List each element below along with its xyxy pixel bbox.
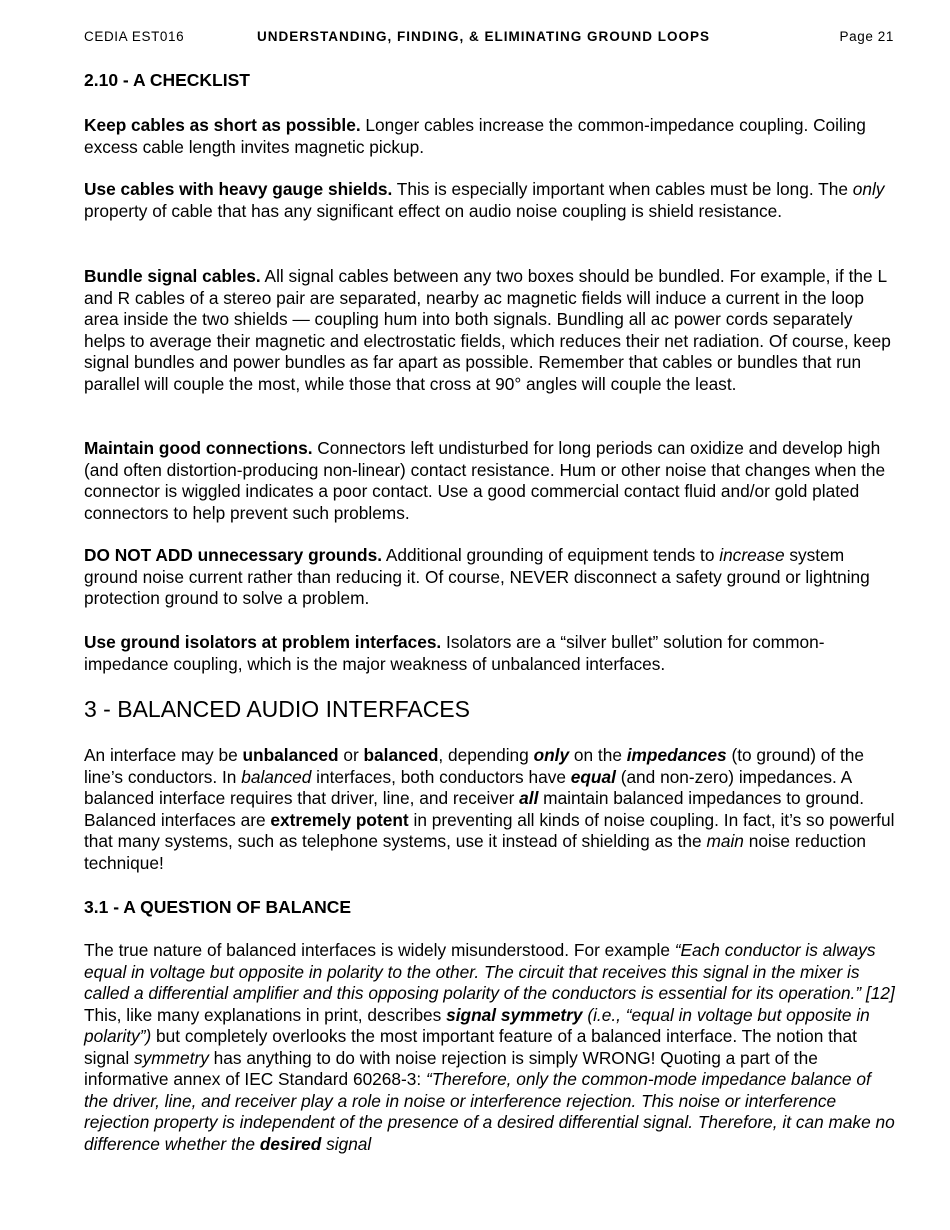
checklist-item-heavy-shields [84,179,896,222]
running-header [84,29,894,47]
header-doc-title: UNDERSTANDING, FINDING, & ELIMINATING GROUND LOOPS [257,29,710,44]
item-text: Connectors left undisturbed for long periods can oxidize and develop high (and often distortion-producing non-linear) contact resistance. Hum or other noise that changes when the connector is wiggled indicates a poor contact. Use a good commercial contact fluid and/or gold plated connectors to help prevent such problems. [84,438,886,523]
item-emphasis: only [852,179,885,199]
item-lead: Use ground isolators at problem interfaces. [84,632,442,652]
item-lead: Maintain good connections. [84,438,313,458]
item-lead: DO NOT ADD unnecessary grounds. [84,545,382,565]
item-text: Additional grounding of equipment tends to [382,545,720,565]
iec-quote: “Therefore, only the common-mode impedance balance of the driver, line, and receiver play a role in noise or interference rejection. This noise or interference rejection property is independent of the presence of a desired differential signal. Therefore, it can make no difference whether the [84,1069,895,1154]
section-heading-3: 3 - BALANCED AUDIO INTERFACES [84,696,470,722]
checklist-item-ground-isolators [84,632,896,675]
quote-inline: “Each conductor is always equal in voltage but opposite in polarity to the other. The circuit that receives this signal in the mixer is called a differential amplifier and this opposing polarity of the conductors is essential for its operation.” [12] [84,940,895,1003]
header-page-number: Page 21 [839,29,894,44]
item-text: This is especially important when cables must be long. The [392,179,853,199]
balanced-interfaces-paragraph: An interface may be unbalanced or balanced, depending only on the impedances (to ground) of the line’s conductors. In balanced interfaces, both conductors have equal (and non-zero) impedances. A balanced interface requires that driver, line, and receiver all maintain balanced impedances to ground. Balanced interfaces are extremely potent in preventing all kinds of noise coupling. In fact, it’s so powerful that many systems, such as telephone systems, use it instead of shielding as the main noise reduction technique! [84,745,895,873]
item-text: system ground noise current rather than reducing it. Of course, NEVER disconnect a safety ground or lightning protection ground to solve a problem. [84,545,870,608]
checklist-item-bundle-cables [84,266,896,395]
item-text: Longer cables increase the common-impedance coupling. Coiling excess cable length invites magnetic pickup. [84,115,866,157]
item-lead: Bundle signal cables. [84,266,261,286]
item-lead: Use cables with heavy gauge shields. [84,179,393,199]
question-of-balance-paragraph: The true nature of balanced interfaces is widely misunderstood. For example “Each conductor is always equal in voltage but opposite in polarity to the other. The circuit that receives this signal in the mixer is called a differential amplifier and this opposing polarity of the conductors is essential for its operation.” [12] This, like many explanations in print, describes signal symmetry (i.e., “equal in voltage but opposite in polarity”) but completely overlooks the most important feature of a balanced interface. The notion that signal symmetry has anything to do with noise rejection is simply WRONG! Quoting a part of the informative annex of IEC Standard 60268-3: “Therefore, only the common-mode impedance balance of the driver, line, and receiver play a role in noise or interference rejection. This noise or interference rejection property is independent of the presence of a desired differential signal. Therefore, it can make no difference whether the desired signal [84,940,895,1154]
checklist-item-good-connections [84,438,896,524]
section-heading-3-1: 3.1 - A QUESTION OF BALANCE [84,897,352,917]
item-lead: Keep cables as short as possible. [84,115,361,135]
item-text: property of cable that has any significant effect on audio noise coupling is shield resistance. [84,200,783,221]
header-doc-id: CEDIA EST016 [84,29,185,44]
item-text: All signal cables between any two boxes should be bundled. For example, if the L and R cables of a stereo pair are separated, nearby ac magnetic fields will induce a current in the loop area inside the two shields — coupling hum into both signals. Bundling all ac power cords separately helps to average their magnetic and electrostatic fields, which reduces their net radiation. Of course, keep signal bundles and power bundles as far apart as possible. Remember that cables or bundles that run parallel will couple the most, while those that cross at 90° angles will couple the least. [84,266,891,394]
section-heading-2-10: 2.10 - A CHECKLIST [84,70,250,90]
checklist-item-short-cables [84,115,896,158]
checklist-item-no-extra-grounds [84,545,896,610]
item-emphasis: increase [719,545,785,565]
item-text: Isolators are a “silver bullet” solution for common-impedance coupling, which is the major weakness of unbalanced interfaces. [84,632,825,674]
